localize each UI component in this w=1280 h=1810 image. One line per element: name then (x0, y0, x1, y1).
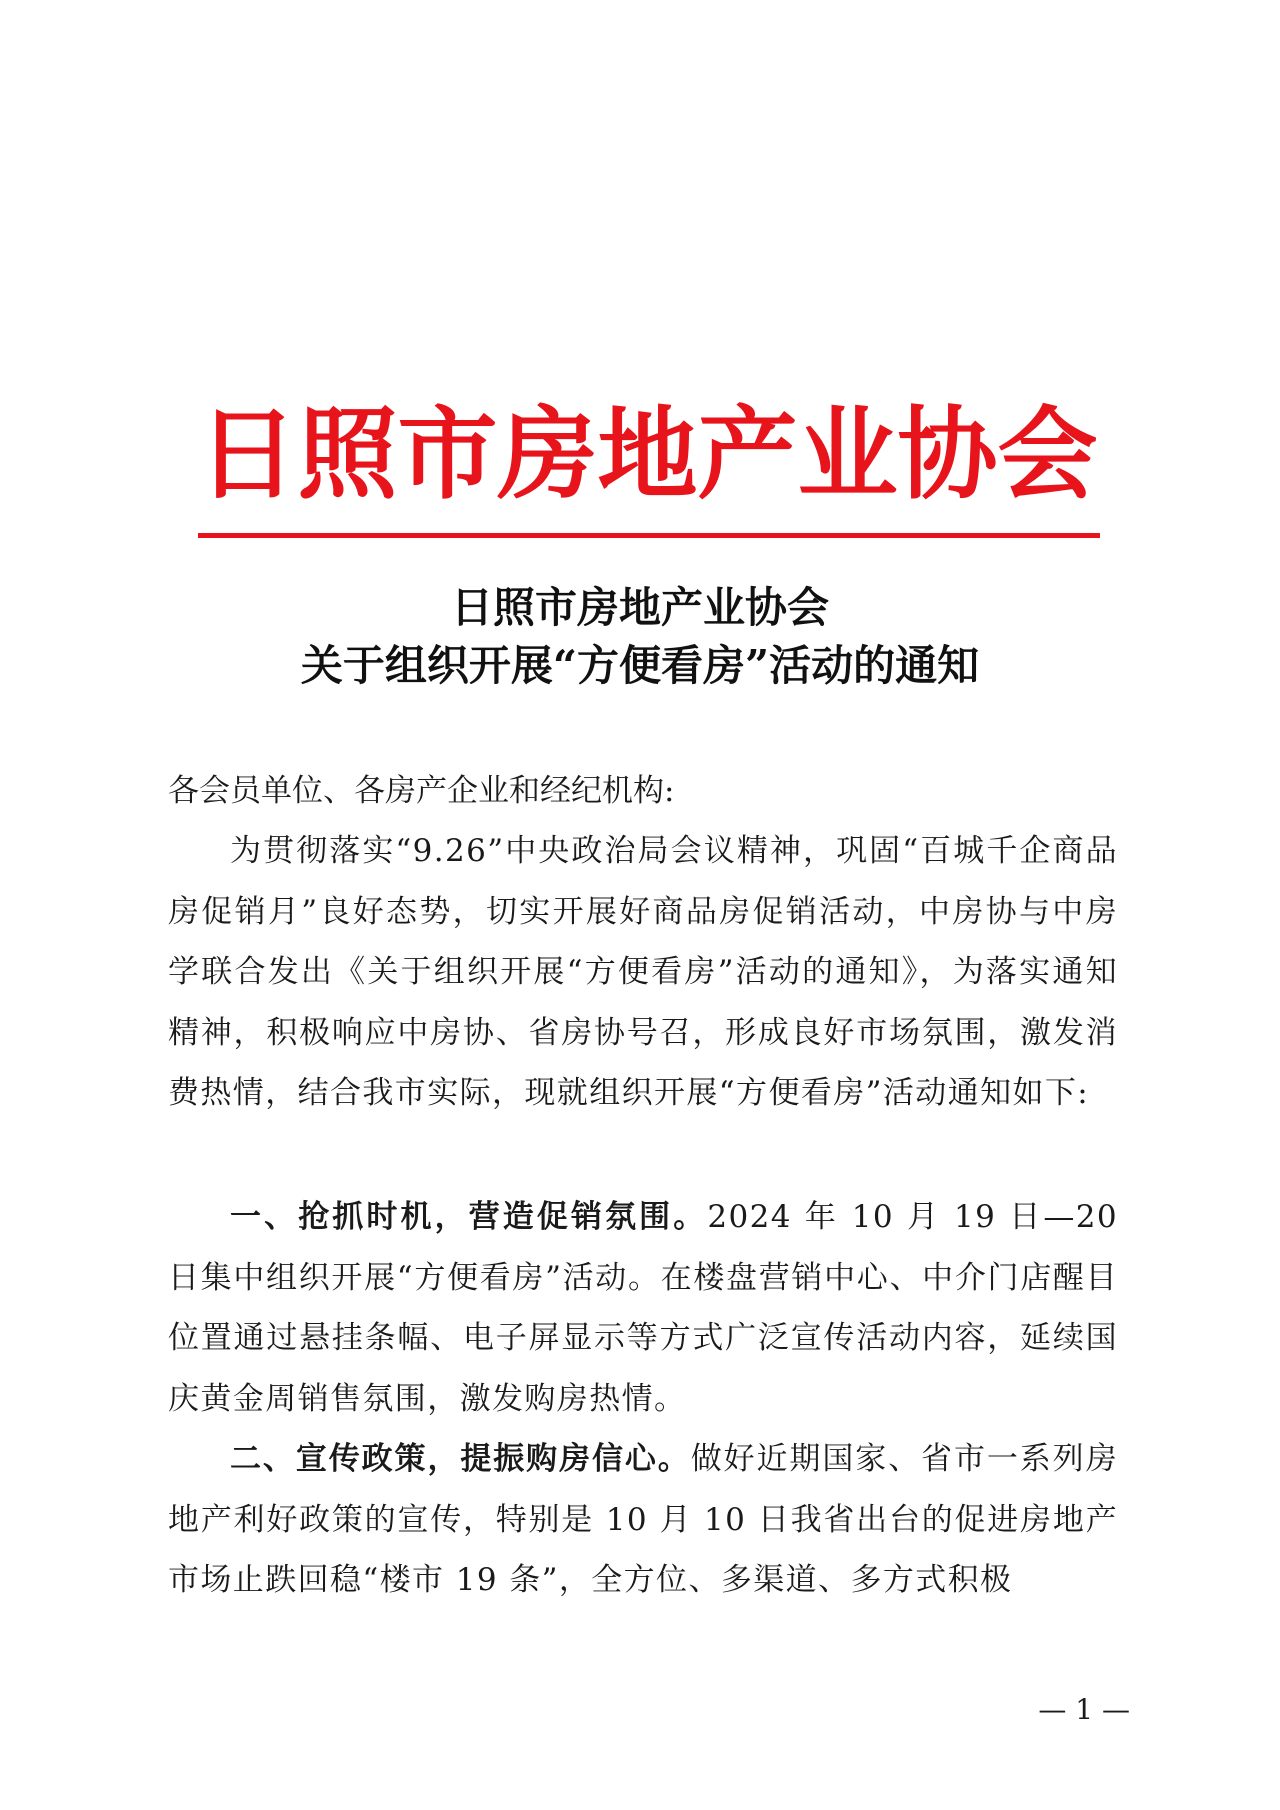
paragraph-section-1 (168, 1187, 1118, 1429)
page-number: — 1 — (1038, 1693, 1130, 1726)
paragraph-text: 为贯彻落实“9.26”中央政治局会议精神，巩固“百城千企商品房促销月”良好态势，切实开展好商品房促销活动，中房协与中房学联合发出《关于组织开展“方便看房”活动的通知》，为落实通知精神，积极响应中房协、省房协号召，形成良好市场氛围，激发消费热情，结合我市实际，现就组织开展“方便看房”活动通知如下: (168, 833, 1118, 1111)
paragraph-text: 做好近期国家、省市一系列房地产利好政策的宣传，特别是 10 月 10 日我省出台的促进房地产市场止跌回稳“楼市 19 条”，全方位、多渠道、多方式积极 (168, 1441, 1118, 1598)
paragraph-section-2 (168, 1429, 1118, 1611)
paragraph-lead-in: 一、抢抓时机，营造促销氛围。 (230, 1199, 708, 1235)
paragraph-text: 2024 年 10 月 19 日—20 日集中组织开展“方便看房”活动。在楼盘营销中心、中介门店醒目位置通过悬挂条幅、电子屏显示等方式广泛宣传活动内容，延续国庆黄金周销售氛围，激发购房热情。 (168, 1199, 1118, 1417)
masthead-org-name: 日照市房地产业协会 (197, 396, 1098, 513)
paragraph-intro (168, 821, 1118, 1124)
paragraph-lead-in: 二、宣传政策，提振购房信心。 (230, 1441, 691, 1477)
masthead-red-rule (198, 533, 1100, 538)
document-title-line-2: 关于组织开展“方便看房”活动的通知 (300, 641, 980, 690)
salutation: 各会员单位、各房产企业和经纪机构: (168, 773, 675, 809)
document-title-line-1: 日照市房地产业协会 (450, 583, 829, 632)
